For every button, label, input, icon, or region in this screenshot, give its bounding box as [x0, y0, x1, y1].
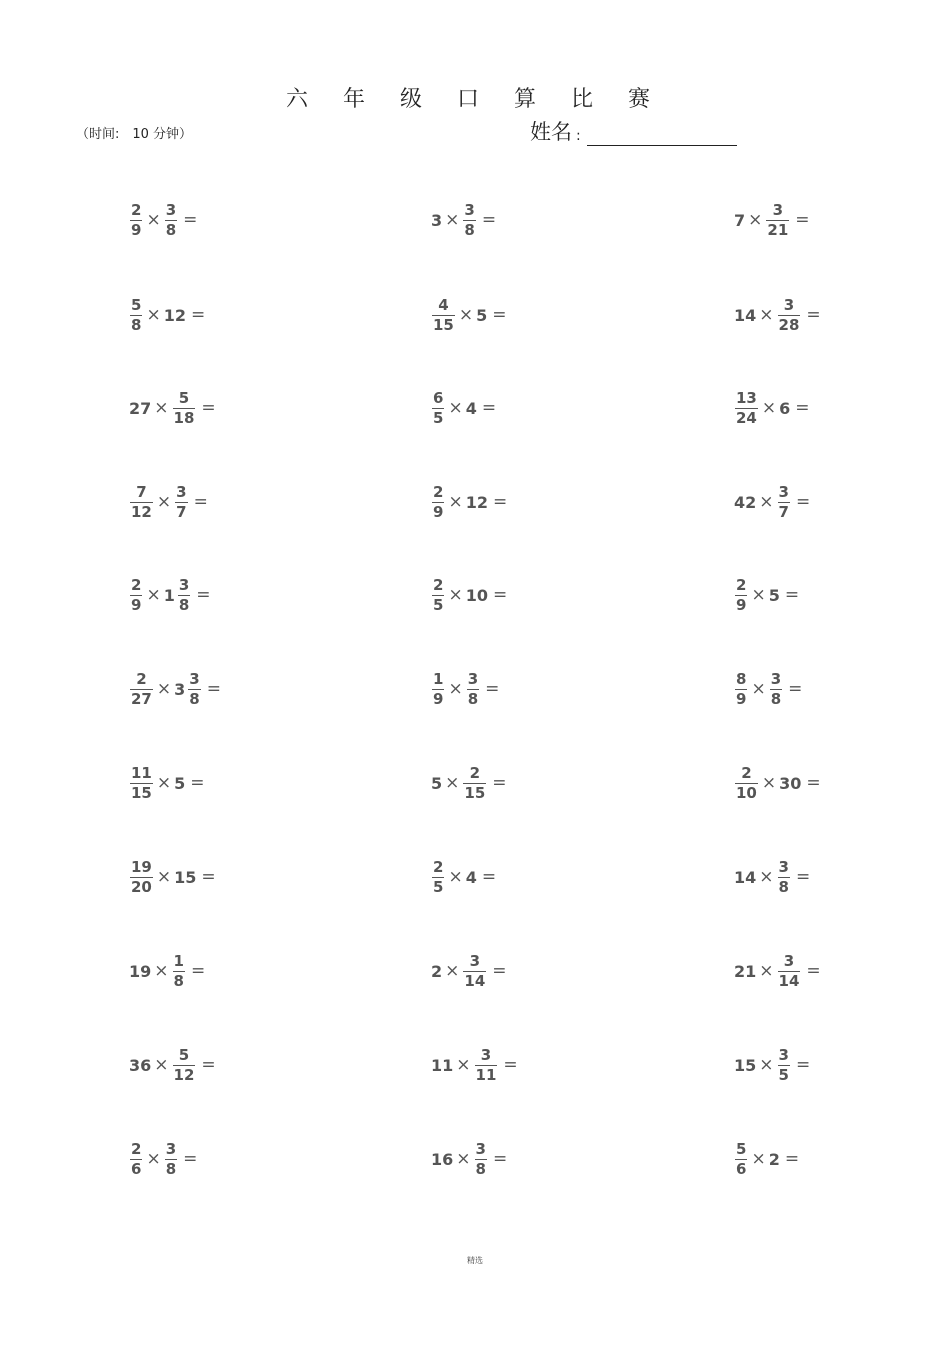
number: 2 [768, 1149, 780, 1169]
multiply-sign: × [146, 210, 161, 230]
equals-sign: = [784, 585, 800, 605]
fraction [778, 295, 801, 334]
number: 11 [431, 1055, 454, 1075]
equals-sign: = [795, 492, 811, 512]
problem-item [430, 290, 507, 340]
problem-item [733, 195, 810, 245]
problem-item [733, 570, 799, 620]
equals-sign: = [481, 867, 497, 887]
multiply-sign: × [751, 585, 766, 605]
fraction-numerator: 1 [433, 669, 444, 688]
fraction [770, 669, 782, 708]
fraction-denominator: 8 [178, 595, 190, 614]
number: 3 [431, 210, 443, 230]
equals-sign: = [788, 679, 803, 699]
fraction [130, 1139, 142, 1178]
fraction [432, 669, 444, 708]
fraction-numerator: 3 [778, 482, 789, 501]
problem-item [128, 758, 205, 808]
equals-sign: = [190, 773, 205, 793]
equals-sign: = [485, 679, 500, 699]
fraction-numerator: 19 [131, 857, 152, 876]
fraction-denominator: 11 [475, 1065, 497, 1084]
problem-row [0, 383, 950, 433]
fraction-denominator: 9 [736, 595, 747, 614]
multiply-sign: × [761, 773, 777, 793]
equals-sign: = [183, 210, 198, 230]
problem-item [733, 946, 821, 996]
fraction-numerator: 13 [736, 388, 757, 407]
fraction-numerator: 3 [178, 575, 190, 594]
fraction-denominator: 14 [778, 971, 800, 990]
fraction-numerator: 2 [131, 1139, 142, 1158]
fraction-denominator: 9 [131, 220, 142, 239]
fraction-denominator: 8 [189, 689, 200, 708]
fraction [475, 1045, 498, 1084]
problem-item [430, 758, 507, 808]
fraction-denominator: 9 [131, 595, 142, 614]
fraction-numerator: 3 [467, 669, 479, 688]
multiply-sign: × [156, 867, 172, 887]
fraction-denominator: 8 [464, 220, 475, 239]
multiply-sign: × [759, 867, 774, 887]
problem-item [128, 852, 216, 902]
multiply-sign: × [751, 679, 766, 699]
fraction-denominator: 8 [770, 689, 782, 708]
name-blank-line[interactable] [587, 123, 737, 146]
fraction-denominator: 24 [736, 408, 757, 427]
fraction [735, 575, 747, 614]
number: 30 [779, 773, 802, 793]
fraction [467, 669, 479, 708]
multiply-sign: × [448, 492, 463, 512]
multiply-sign: × [761, 398, 777, 418]
fraction [130, 575, 142, 614]
fraction-numerator: 3 [783, 951, 795, 970]
multiply-sign: × [456, 1149, 471, 1169]
equals-sign: = [201, 867, 216, 887]
multiply-sign: × [445, 773, 460, 793]
number: 15 [734, 1055, 757, 1075]
fraction-numerator: 2 [131, 200, 142, 219]
fraction-numerator: 3 [770, 669, 782, 688]
number: 4 [465, 398, 477, 418]
problem-item [128, 477, 208, 527]
number: 1 [163, 585, 175, 605]
equals-sign: = [193, 492, 208, 512]
fraction-numerator: 8 [736, 669, 747, 688]
problem-item [430, 383, 496, 433]
fraction-denominator: 6 [736, 1159, 747, 1178]
fraction-denominator: 8 [131, 315, 142, 334]
fraction [130, 295, 142, 334]
multiply-sign: × [154, 1055, 169, 1075]
fraction [475, 1139, 487, 1178]
problem-item [733, 664, 802, 714]
number: 21 [734, 961, 757, 981]
fraction [735, 669, 747, 708]
problem-item [128, 383, 216, 433]
fraction [778, 857, 790, 896]
number: 16 [431, 1149, 454, 1169]
multiply-sign: × [146, 585, 161, 605]
fraction [173, 1045, 196, 1084]
equals-sign: = [806, 773, 821, 793]
equals-sign: = [795, 1055, 811, 1075]
name-label: 姓名 [530, 120, 572, 144]
fraction-numerator: 2 [433, 575, 444, 594]
problem-item [733, 852, 810, 902]
fraction [463, 951, 486, 990]
equals-sign: = [492, 492, 508, 512]
multiply-sign: × [759, 961, 774, 981]
equals-sign: = [183, 1149, 198, 1169]
multiply-sign: × [759, 1055, 774, 1075]
problem-row [0, 290, 950, 340]
fraction-denominator: 5 [433, 595, 444, 614]
multiply-sign: × [748, 210, 763, 230]
fraction-numerator: 3 [165, 1139, 177, 1158]
fraction-numerator: 3 [189, 669, 200, 688]
fraction-numerator: 2 [736, 575, 747, 594]
problem-row [0, 1040, 950, 1090]
multiply-sign: × [156, 679, 172, 699]
equals-sign: = [806, 961, 821, 981]
fraction [735, 763, 758, 802]
fraction [130, 857, 153, 896]
number: 27 [129, 398, 152, 418]
equals-sign: = [190, 305, 206, 325]
fraction-numerator: 5 [178, 1045, 190, 1064]
number: 14 [734, 305, 757, 325]
fraction-numerator: 11 [131, 763, 152, 782]
equals-sign: = [492, 773, 507, 793]
fraction-denominator: 8 [475, 1159, 486, 1178]
fraction-numerator: 6 [433, 388, 444, 407]
fraction-numerator: 3 [778, 1045, 789, 1064]
equals-sign: = [795, 398, 810, 418]
fraction [463, 763, 486, 802]
equals-sign: = [492, 1149, 508, 1169]
fraction-numerator: 3 [783, 295, 795, 314]
equals-sign: = [503, 1055, 518, 1075]
fraction [432, 575, 444, 614]
fraction-denominator: 15 [464, 783, 486, 802]
fraction-denominator: 18 [173, 408, 195, 427]
problem-row [0, 570, 950, 620]
equals-sign: = [806, 305, 821, 325]
equals-sign: = [492, 961, 507, 981]
fraction-denominator: 7 [176, 502, 187, 521]
fraction-numerator: 3 [469, 951, 481, 970]
fraction-denominator: 5 [433, 877, 444, 896]
name-field [530, 116, 737, 146]
multiply-sign: × [154, 961, 169, 981]
fraction-denominator: 12 [173, 1065, 195, 1084]
fraction [130, 763, 153, 802]
problem-item [128, 1040, 216, 1090]
fraction [778, 1045, 790, 1084]
problem-item [733, 758, 821, 808]
fraction-numerator: 5 [736, 1139, 747, 1158]
fraction-denominator: 8 [467, 689, 479, 708]
fraction-numerator: 3 [475, 1139, 486, 1158]
problem-row [0, 1134, 950, 1184]
problem-item [733, 290, 821, 340]
problem-item [430, 477, 507, 527]
number: 10 [465, 585, 488, 605]
number: 36 [129, 1055, 152, 1075]
fraction-denominator: 6 [131, 1159, 142, 1178]
multiply-sign: × [448, 398, 463, 418]
equals-sign: = [784, 1149, 800, 1169]
multiply-sign: × [751, 1149, 766, 1169]
number: 12 [465, 492, 488, 512]
multiply-sign: × [146, 1149, 161, 1169]
fraction [188, 669, 200, 708]
problem-item [733, 1134, 799, 1184]
fraction-denominator: 5 [778, 1065, 789, 1084]
equals-sign: = [795, 210, 810, 230]
multiply-sign: × [156, 492, 172, 512]
number: 12 [163, 305, 186, 325]
fraction-denominator: 27 [131, 689, 152, 708]
fraction-numerator: 5 [178, 388, 190, 407]
problem-item [128, 1134, 197, 1184]
problem-row [0, 758, 950, 808]
fraction [432, 482, 444, 521]
fraction [778, 482, 790, 521]
number: 7 [734, 210, 746, 230]
fraction-numerator: 2 [433, 482, 444, 501]
number: 42 [734, 492, 757, 512]
multiply-sign: × [458, 305, 474, 325]
problem-item [128, 290, 205, 340]
fraction-numerator: 2 [136, 669, 147, 688]
multiply-sign: × [146, 305, 161, 325]
fraction-denominator: 8 [173, 971, 184, 990]
fraction-denominator: 20 [131, 877, 152, 896]
fraction-denominator: 28 [778, 315, 800, 334]
fraction-denominator: 8 [165, 220, 177, 239]
multiply-sign: × [154, 398, 169, 418]
fraction-numerator: 3 [772, 200, 784, 219]
fraction [778, 951, 801, 990]
number: 15 [174, 867, 197, 887]
equals-sign: = [492, 585, 508, 605]
equals-sign: = [481, 210, 497, 230]
problem-row [0, 852, 950, 902]
equals-sign: = [795, 867, 811, 887]
fraction-numerator: 2 [741, 763, 752, 782]
equals-sign: = [190, 961, 206, 981]
fraction [130, 482, 153, 521]
number: 19 [129, 961, 152, 981]
multiply-sign: × [156, 773, 172, 793]
number: 5 [174, 773, 186, 793]
problem-item [128, 570, 211, 620]
problem-row [0, 195, 950, 245]
fraction [432, 388, 444, 427]
equals-sign: = [492, 305, 507, 325]
time-limit-note: （时间: 10 分钟） [76, 127, 193, 142]
multiply-sign: × [759, 492, 774, 512]
equals-sign: = [201, 398, 216, 418]
equals-sign: = [206, 679, 221, 699]
fraction [178, 575, 190, 614]
problem-item [430, 1134, 507, 1184]
fraction-numerator: 1 [173, 951, 184, 970]
fraction [432, 857, 444, 896]
fraction-denominator: 9 [433, 689, 444, 708]
equals-sign: = [196, 585, 211, 605]
fraction-denominator: 5 [433, 408, 444, 427]
problem-item [430, 570, 507, 620]
equals-sign: = [481, 398, 497, 418]
problem-item [733, 1040, 810, 1090]
number: 5 [768, 585, 780, 605]
fraction [432, 295, 455, 334]
fraction-numerator: 2 [469, 763, 481, 782]
fraction-denominator: 9 [433, 502, 444, 521]
fraction-denominator: 21 [767, 220, 789, 239]
number: 6 [779, 398, 791, 418]
problem-item [733, 477, 810, 527]
fraction-numerator: 3 [176, 482, 187, 501]
multiply-sign: × [448, 679, 463, 699]
fraction-numerator: 3 [778, 857, 789, 876]
footer-text: 精选 [467, 1256, 483, 1265]
number: 5 [431, 773, 443, 793]
problem-item [430, 1040, 518, 1090]
fraction-denominator: 10 [736, 783, 757, 802]
number: 2 [431, 961, 443, 981]
fraction-denominator: 15 [433, 315, 454, 334]
fraction-denominator: 9 [736, 689, 747, 708]
multiply-sign: × [448, 585, 463, 605]
fraction-denominator: 15 [131, 783, 152, 802]
multiply-sign: × [456, 1055, 471, 1075]
fraction [130, 200, 142, 239]
fraction [165, 200, 177, 239]
problem-item [128, 664, 221, 714]
number: 3 [174, 679, 186, 699]
fraction-numerator: 5 [131, 295, 142, 314]
fraction-numerator: 2 [131, 575, 142, 594]
multiply-sign: × [759, 305, 774, 325]
number: 4 [465, 867, 477, 887]
problem-item [430, 664, 499, 714]
fraction [735, 388, 758, 427]
page-title: 六 年 级 口 算 比 赛 [286, 87, 664, 112]
problem-item [430, 195, 496, 245]
problem-item [430, 946, 507, 996]
fraction [173, 388, 196, 427]
fraction [463, 200, 475, 239]
number: 14 [734, 867, 757, 887]
problem-item [430, 852, 496, 902]
equals-sign: = [201, 1055, 216, 1075]
fraction [766, 200, 789, 239]
fraction-denominator: 12 [131, 502, 152, 521]
problem-item [128, 195, 197, 245]
fraction [175, 482, 187, 521]
problem-row [0, 477, 950, 527]
fraction-denominator: 7 [778, 502, 789, 521]
fraction [165, 1139, 177, 1178]
fraction-numerator: 4 [438, 295, 449, 314]
fraction [130, 669, 153, 708]
fraction-denominator: 8 [778, 877, 789, 896]
problem-row [0, 946, 950, 996]
fraction [173, 951, 185, 990]
name-colon: : [576, 128, 581, 144]
fraction-numerator: 3 [480, 1045, 492, 1064]
problem-item [733, 383, 810, 433]
multiply-sign: × [445, 961, 460, 981]
number: 5 [476, 305, 488, 325]
fraction-numerator: 2 [433, 857, 444, 876]
problem-item [128, 946, 205, 996]
fraction-denominator: 8 [165, 1159, 177, 1178]
fraction-numerator: 3 [165, 200, 177, 219]
fraction [735, 1139, 747, 1178]
fraction-numerator: 7 [136, 482, 147, 501]
fraction-denominator: 14 [464, 971, 486, 990]
problem-row [0, 664, 950, 714]
fraction-numerator: 3 [464, 200, 475, 219]
multiply-sign: × [445, 210, 460, 230]
multiply-sign: × [448, 867, 463, 887]
